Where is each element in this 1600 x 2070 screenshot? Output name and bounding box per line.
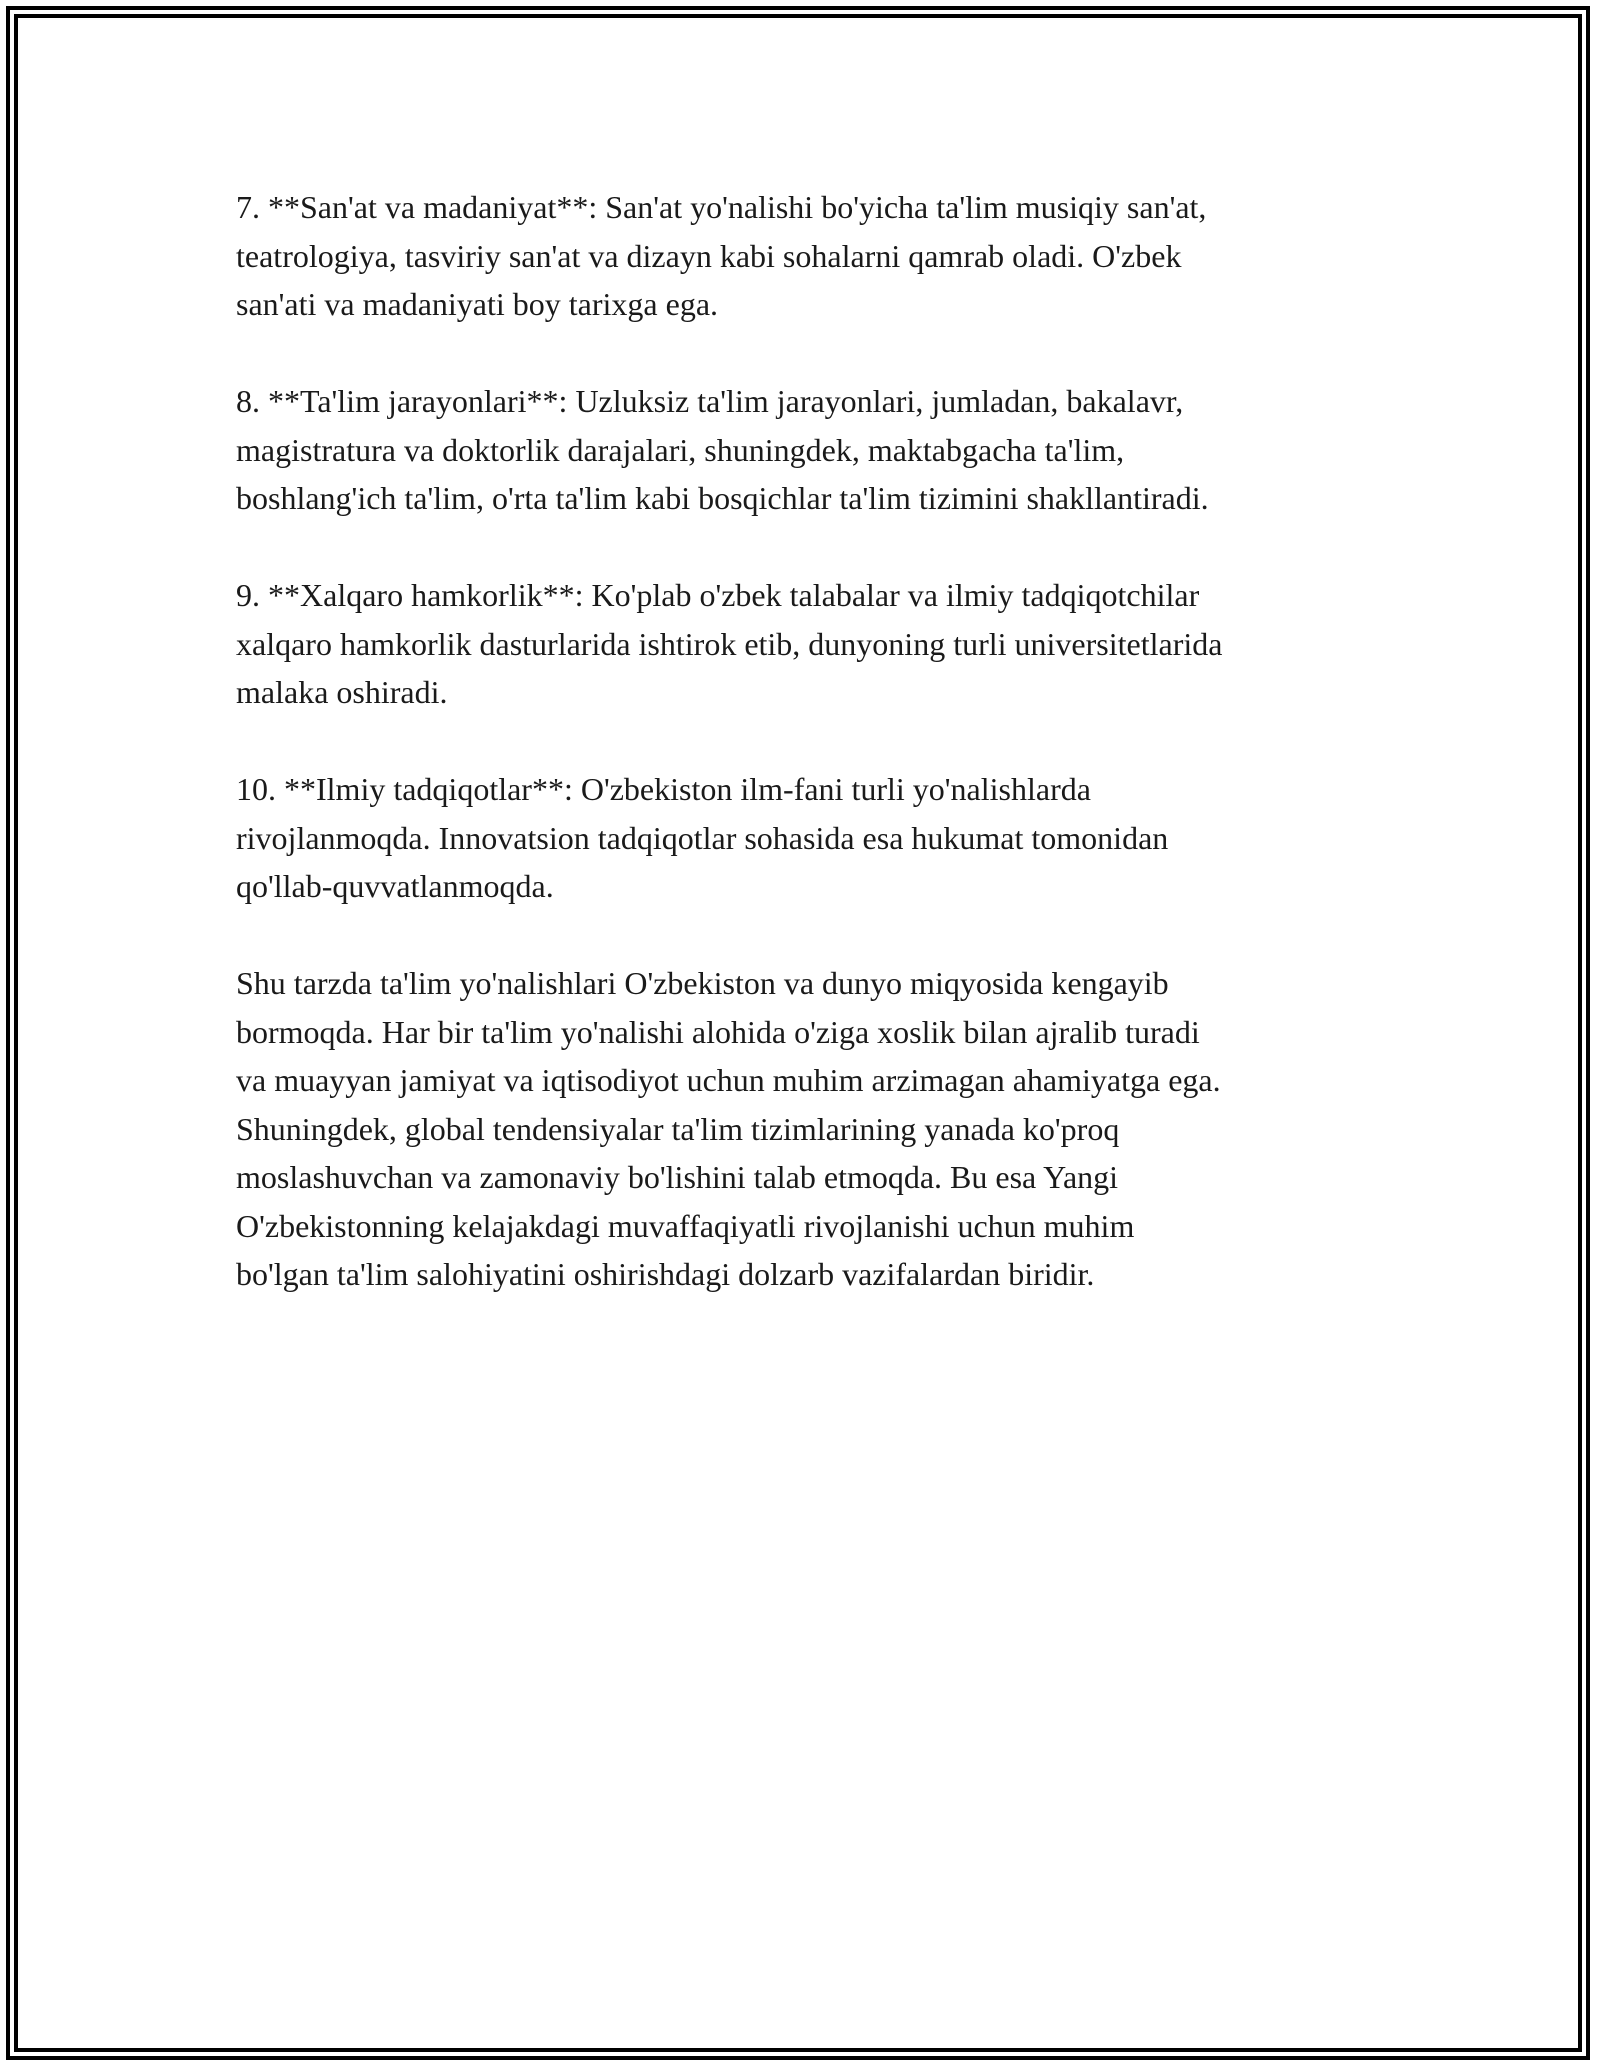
paragraph-item-8-education-processes — [236, 377, 1376, 523]
text-line: 7. **San'at va madaniyat**: San'at yo'nalishi bo'yicha ta'lim musiqiy san'at, — [236, 189, 1207, 225]
paragraph-item-10-scientific-research — [236, 765, 1376, 911]
document-body — [236, 183, 1376, 1347]
text-line: va muayyan jamiyat va iqtisodiyot uchun muhim arzimagan ahamiyatga ega. — [236, 1062, 1221, 1098]
text-line: magistratura va doktorlik darajalari, shuningdek, maktabgacha ta'lim, — [236, 431, 1125, 468]
text-line: moslashuvchan va zamonaviy bo'lishini talab etmoqda. Bu esa Yangi — [236, 1159, 1119, 1195]
text-line: san'ati va madaniyati boy tarixga ega. — [236, 286, 719, 322]
text-line: 10. **Ilmiy tadqiqotlar**: O'zbekiston ilm-fani turli yo'nalishlarda — [236, 771, 1091, 807]
text-line: malaka oshiradi. — [236, 674, 448, 710]
paragraph-item-9-international-cooperation — [236, 571, 1376, 717]
text-line: bo'lgan ta'lim salohiyatini oshirishdagi dolzarb vazifalardan biridir. — [236, 1256, 1095, 1292]
text-line: 8. **Ta'lim jarayonlari**: Uzluksiz ta'lim jarayonlari, jumladan, bakalavr, — [236, 383, 1184, 419]
text-line: rivojlanmoqda. Innovatsion tadqiqotlar sohasida esa hukumat tomonidan — [236, 819, 1169, 856]
text-line: xalqaro hamkorlik dasturlarida ishtirok etib, dunyoning turli universitetlarida — [236, 625, 1223, 662]
text-line: 9. **Xalqaro hamkorlik**: Ko'plab o'zbek talabalar va ilmiy tadqiqotchilar — [236, 577, 1200, 613]
text-line: bormoqda. Har bir ta'lim yo'nalishi alohida o'ziga xoslik bilan ajralib turadi — [236, 1013, 1200, 1050]
text-line: Shuningdek, global tendensiyalar ta'lim tizimlarining yanada ko'proq — [236, 1110, 1120, 1147]
text-line: boshlang'ich ta'lim, o'rta ta'lim kabi bosqichlar ta'lim tizimini shakllantiradi. — [236, 480, 1209, 516]
text-line: qo'llab-quvvatlanmoqda. — [236, 868, 554, 904]
text-line: teatrologiya, tasviriy san'at va dizayn kabi sohalarni qamrab oladi. O'zbek — [236, 237, 1182, 274]
text-line: Shu tarzda ta'lim yo'nalishlari O'zbekiston va dunyo miqyosida kengayib — [236, 965, 1169, 1001]
paragraph-item-7-art-culture — [236, 183, 1376, 329]
text-line: O'zbekistonning kelajakdagi muvaffaqiyatli rivojlanishi uchun muhim — [236, 1207, 1135, 1244]
paragraph-conclusion — [236, 959, 1376, 1299]
